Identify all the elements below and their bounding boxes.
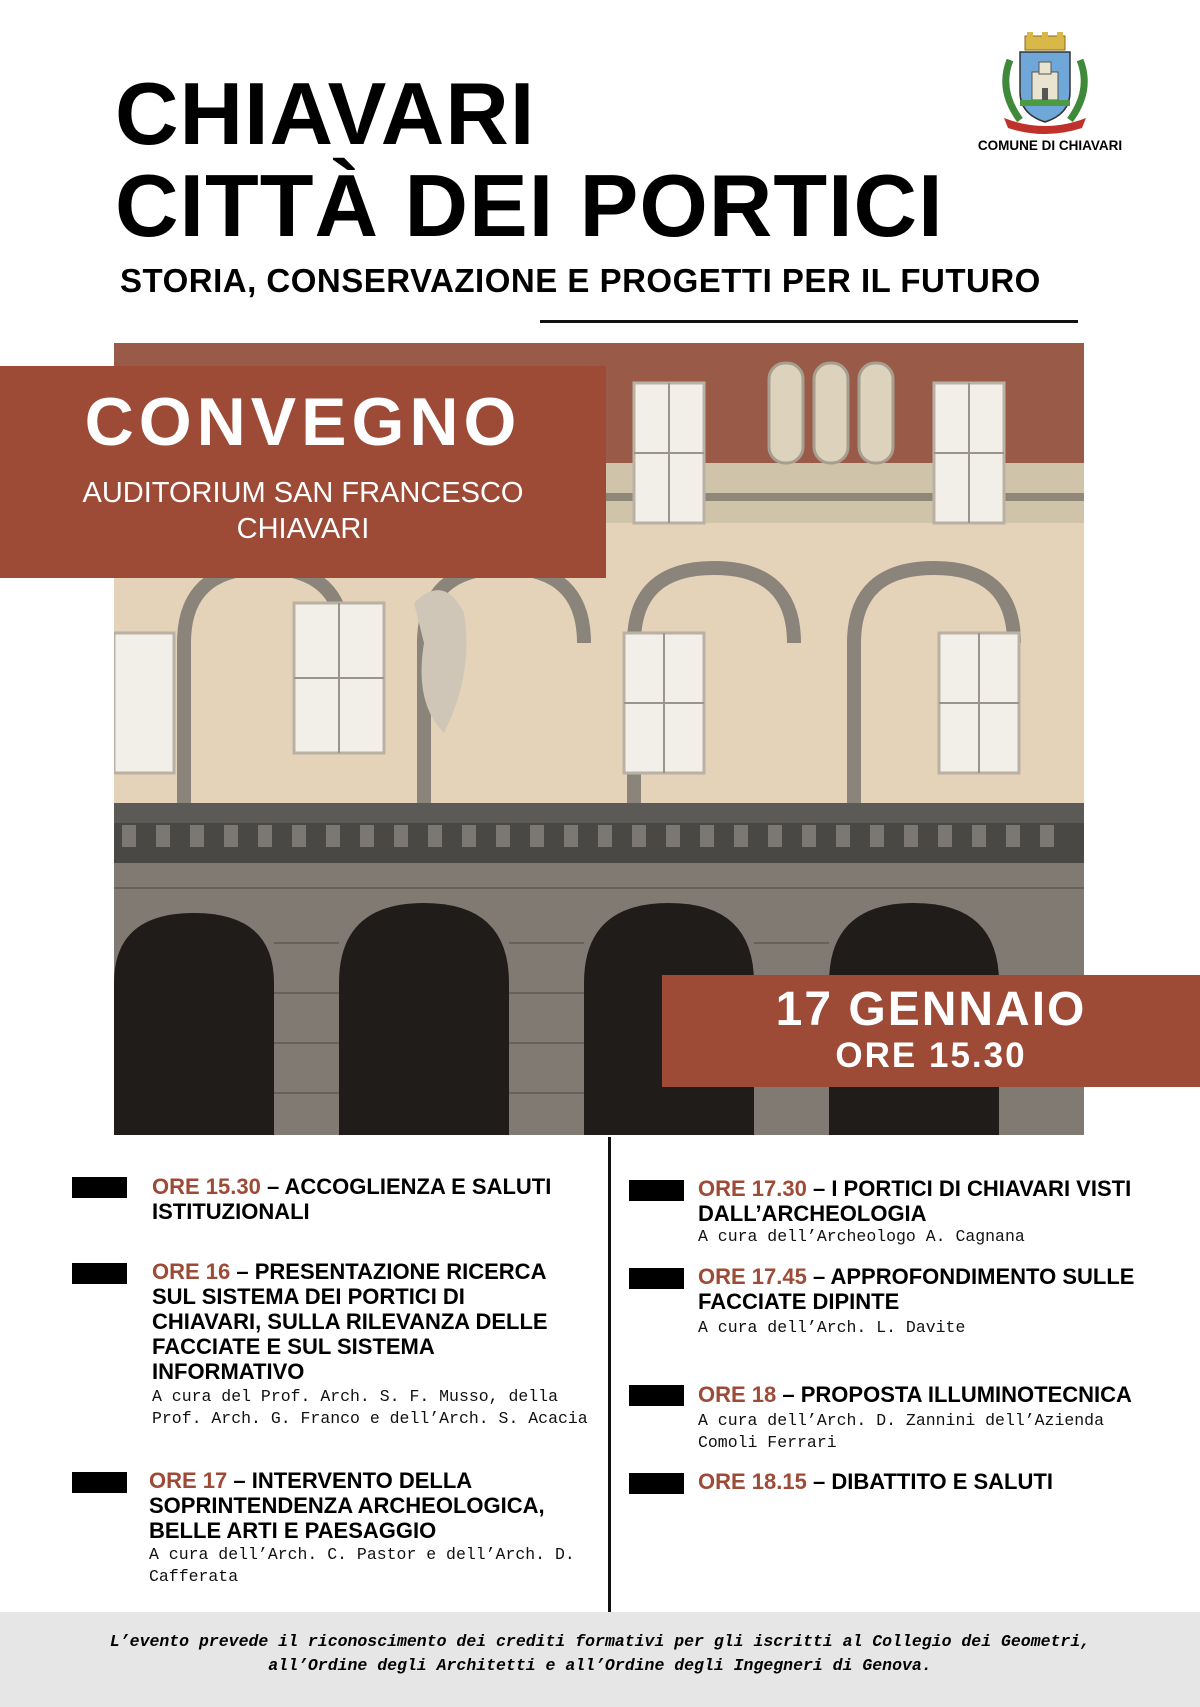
- program-item-note: A cura dell’Arch. D. Zannini dell’Azienda Comoli Ferrari: [698, 1411, 1104, 1452]
- program-item-time: ORE 18.15: [698, 1469, 807, 1494]
- footer-note: L’evento prevede il riconoscimento dei crediti formativi per gli iscritti al Collegio dei Geometri, all’Ordine degli Architetti e all’Ordine degli Ingegneri di Genova.: [109, 1632, 1091, 1675]
- title-rule: [540, 320, 1078, 323]
- program-bullet: [629, 1268, 684, 1289]
- program-bullet: [72, 1177, 127, 1198]
- event-label: CONVEGNO: [84, 384, 522, 460]
- event-date: 17 GENNAIO: [775, 983, 1087, 1036]
- program-item-time: ORE 17: [149, 1468, 228, 1493]
- program-item-time: ORE 15.30: [152, 1174, 261, 1199]
- subtitle: STORIA, CONSERVAZIONE E PROGETTI PER IL FUTURO: [120, 262, 1041, 299]
- program-item-title: ORE 17.30 – I PORTICI DI CHIAVARI VISTI DALL’ARCHEOLOGIA: [698, 1176, 1132, 1226]
- program-item-title: ORE 16 – PRESENTAZIONE RICERCA SUL SISTEMA DEI PORTICI DI CHIAVARI, SULLA RILEVANZA DELLE FACCIATE E SUL SISTEMA INFORMATIVO: [152, 1259, 548, 1384]
- program-bullet: [629, 1473, 684, 1494]
- program-item-title: ORE 17 – INTERVENTO DELLA SOPRINTENDENZA ARCHEOLOGICA, BELLE ARTI E PAESAGGIO: [149, 1468, 545, 1543]
- venue-line-1: AUDITORIUM SAN FRANCESCO: [82, 477, 524, 509]
- program-item-title: ORE 18 – PROPOSTA ILLUMINOTECNICA: [698, 1382, 1132, 1407]
- title-line-1: CHIAVARI: [115, 64, 536, 163]
- program-item-note: A cura dell’Arch. L. Davite: [698, 1318, 966, 1337]
- program-item-title: ORE 18.15 – DIBATTITO E SALUTI: [698, 1469, 1053, 1494]
- chiavari-coat-of-arms-icon: [990, 30, 1100, 135]
- program-divider: [608, 1137, 611, 1615]
- title-line-2: CITTÀ DEI PORTICI: [115, 156, 944, 255]
- program-item-time: ORE 16: [152, 1259, 231, 1284]
- program-item-time: ORE 17.30: [698, 1176, 807, 1201]
- program-item-note: A cura dell’Archeologo A. Cagnana: [698, 1227, 1025, 1246]
- program-bullet: [72, 1472, 127, 1493]
- program-item-note: A cura del Prof. Arch. S. F. Musso, della Prof. Arch. G. Franco e dell’Arch. S. Acacia: [152, 1387, 588, 1428]
- event-time: ORE 15.30: [835, 1036, 1027, 1075]
- program-bullet: [629, 1180, 684, 1201]
- program-item-time: ORE 18: [698, 1382, 777, 1407]
- program-item-time: ORE 17.45: [698, 1264, 807, 1289]
- program-bullet: [629, 1385, 684, 1406]
- program-bullet: [72, 1263, 127, 1284]
- logo-caption: COMUNE DI CHIAVARI: [977, 138, 1123, 153]
- program-item-title: ORE 15.30 – ACCOGLIENZA E SALUTI ISTITUZIONALI: [152, 1174, 552, 1224]
- program-item-title: ORE 17.45 – APPROFONDIMENTO SULLE FACCIATE DIPINTE: [698, 1264, 1135, 1314]
- program-item-note: A cura dell’Arch. C. Pastor e dell’Arch. D. Cafferata: [149, 1545, 575, 1586]
- venue-line-2: CHIAVARI: [236, 513, 370, 545]
